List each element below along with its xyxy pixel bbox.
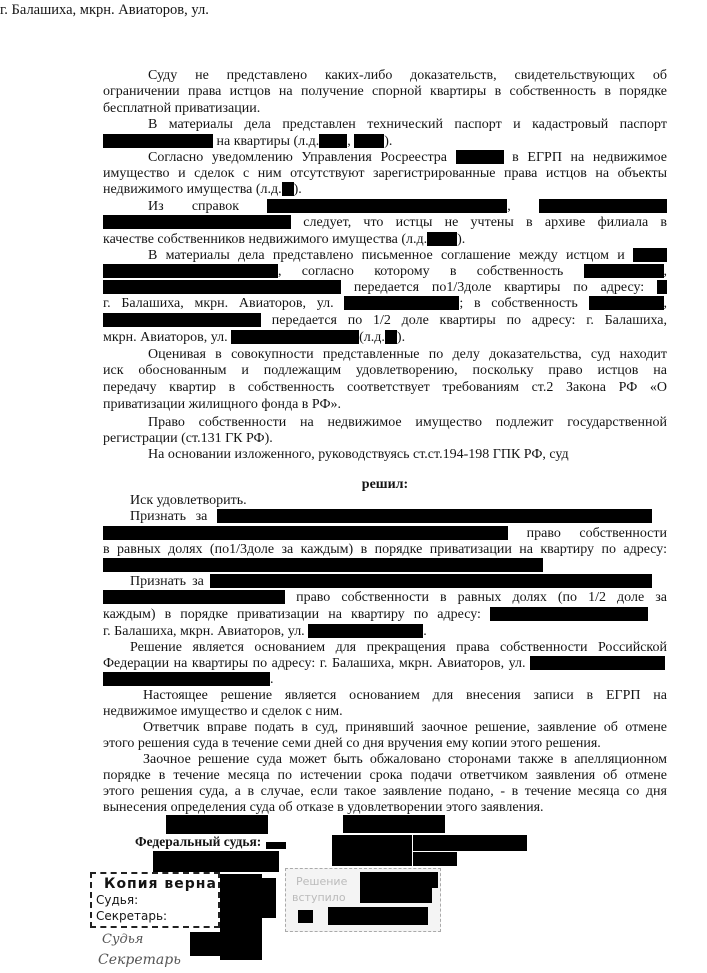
redaction bbox=[319, 134, 347, 148]
redaction bbox=[298, 910, 313, 923]
text-line: право собственности bbox=[103, 526, 667, 542]
text-line: Признать за bbox=[130, 574, 652, 590]
text-line: порядке в течение месяца по истечении срока подачи ответчиком заявления об отмене bbox=[103, 768, 667, 783]
redaction bbox=[267, 199, 507, 213]
redaction bbox=[530, 656, 665, 670]
redaction bbox=[103, 313, 261, 327]
redaction bbox=[539, 199, 667, 213]
text-line bbox=[103, 558, 543, 574]
redaction bbox=[427, 232, 457, 246]
text-line: , согласно которому в собственность , bbox=[103, 264, 667, 280]
redaction bbox=[282, 182, 294, 196]
redaction bbox=[103, 280, 341, 294]
text-line: Решение является основанием для прекращения права собственности Российской bbox=[130, 640, 667, 655]
text-line: Иск удовлетворить. bbox=[130, 493, 247, 508]
text-line: мкрн. Авиаторов, ул. (л.д. ). bbox=[103, 330, 406, 345]
judge-label: Федеральный судья: bbox=[135, 834, 262, 849]
redaction bbox=[210, 574, 652, 588]
redaction bbox=[103, 134, 213, 148]
redaction bbox=[584, 264, 664, 278]
text-line: иск обоснованным и подлежащим удовлетворению, поскольку право истцов на bbox=[103, 363, 667, 378]
redaction bbox=[153, 851, 279, 872]
text-line: Настоящее решение является основанием для внесения записи в ЕГРП на bbox=[143, 688, 667, 703]
text-line: каждым) в порядке приватизации на квартиру по адресу: bbox=[103, 607, 648, 623]
redaction bbox=[190, 932, 220, 956]
text-line: Право собственности на недвижимое имущество подлежит государственной bbox=[148, 415, 667, 430]
text-line: г. Балашиха, мкрн. Авиаторов, ул. . bbox=[103, 624, 427, 639]
text-line: в равных долях (по1/3доле за каждым) в порядке приватизации на квартиру по адресу: bbox=[103, 542, 667, 557]
text-line: На основании изложенного, руководствуясь ст.ст.194-198 ГПК РФ, суд bbox=[148, 447, 569, 462]
effective-date-stamp: Решение вступило bbox=[285, 868, 441, 932]
redaction bbox=[103, 264, 278, 278]
text-line: недвижимого имущества (л.д. ). bbox=[103, 182, 302, 197]
text-line: бесплатной приватизации. bbox=[103, 101, 261, 116]
text-line: Признать за bbox=[130, 509, 652, 525]
redaction bbox=[633, 248, 667, 262]
redaction bbox=[166, 815, 268, 834]
text-line: . bbox=[103, 672, 274, 688]
text-line: В материалы дела представлен технический паспорт и кадастровый паспорт bbox=[148, 117, 667, 132]
copy-stamp: Копия верна Судья: Секретарь: bbox=[90, 872, 220, 928]
redaction bbox=[589, 296, 664, 310]
redaction bbox=[328, 907, 428, 925]
redaction bbox=[308, 624, 423, 638]
text-line: регистрации (ст.131 ГК РФ). bbox=[103, 431, 273, 446]
redaction bbox=[217, 509, 652, 523]
redaction bbox=[332, 835, 412, 866]
handwritten-secretary: Секретарь bbox=[98, 952, 181, 968]
text-line: следует, что истцы не учтены в архиве филиала в bbox=[103, 215, 667, 231]
text-line: передачу квартир в собственность соответствует требованиям ст.2 Закона РФ «О bbox=[103, 380, 667, 395]
text-line: имущество и сделок с ним отсутствуют зарегистрированные права истцов на объекты bbox=[103, 166, 667, 181]
redaction bbox=[262, 878, 276, 918]
redaction bbox=[413, 852, 457, 866]
redaction bbox=[231, 330, 359, 344]
redaction bbox=[103, 558, 543, 572]
redaction bbox=[657, 280, 667, 294]
redaction bbox=[490, 607, 648, 621]
redaction bbox=[103, 215, 291, 229]
handwritten-judge: Судья bbox=[102, 932, 144, 947]
redaction bbox=[220, 874, 262, 960]
redaction bbox=[360, 888, 432, 903]
document-header-address: г. Балашиха, мкрн. Авиаторов, ул. bbox=[0, 2, 209, 18]
redaction bbox=[413, 835, 527, 851]
text-line: этого решения суда, а в случае, если такое заявление подано, - в течение месяца со дня bbox=[103, 784, 667, 799]
redaction bbox=[344, 296, 459, 310]
text-line: Оценивая в совокупности представленные по делу доказательства, суд находит bbox=[148, 347, 667, 362]
text-line: право собственности в равных долях (по 1/2 доле за bbox=[103, 590, 667, 606]
redaction bbox=[385, 330, 397, 344]
redaction bbox=[266, 842, 286, 849]
redaction bbox=[354, 134, 384, 148]
text-line: г. Балашиха, мкрн. Авиаторов, ул. ; в собственность , bbox=[103, 296, 667, 311]
text-line: передается по1/3доле квартиры по адресу: bbox=[103, 280, 667, 296]
text-line: Из справок , bbox=[148, 199, 667, 215]
text-line: на квартиры (л.д. , ). bbox=[103, 134, 392, 150]
text-line: Согласно уведомлению Управления Росреестра в ЕГРП на недвижимое bbox=[148, 150, 668, 165]
redaction bbox=[456, 150, 504, 164]
redaction bbox=[103, 590, 285, 604]
text-line: Федерации на квартиры по адресу: г. Балашиха, мкрн. Авиаторов, ул. bbox=[103, 656, 665, 672]
resolution-heading: решил: bbox=[361, 477, 409, 492]
text-line: В материалы дела представлено письменное соглашение между истцом и bbox=[148, 248, 667, 264]
redaction bbox=[103, 672, 270, 686]
text-line: недвижимое имущество и сделок с ним. bbox=[103, 704, 343, 719]
text-line: Заочное решение суда может быть обжаловано сторонами также в апелляционном bbox=[143, 752, 667, 767]
text-line: качестве собственников недвижимого имущества (л.д. ). bbox=[103, 232, 466, 247]
text-line: Суду не представлено каких-либо доказательств, свидетельствующих об bbox=[148, 68, 667, 83]
text-line: приватизации жилищного фонда в РФ». bbox=[103, 397, 342, 412]
redaction bbox=[360, 872, 438, 888]
text-line: этого решения суда в течение семи дней со дня вручения ему копии этого решения. bbox=[103, 736, 601, 751]
text-line: Ответчик вправе подать в суд, принявший заочное решение, заявление об отмене bbox=[143, 720, 667, 735]
redaction bbox=[103, 526, 508, 540]
text-line: передается по 1/2 доле квартиры по адресу: г. Балашиха, bbox=[103, 313, 667, 329]
text-line: вынесения определения суда об отказе в удовлетворении этого заявления. bbox=[103, 800, 544, 815]
redaction bbox=[343, 815, 445, 833]
text-line: ограничении права истцов на получение спорной квартиры в собственность в порядке bbox=[103, 84, 667, 99]
